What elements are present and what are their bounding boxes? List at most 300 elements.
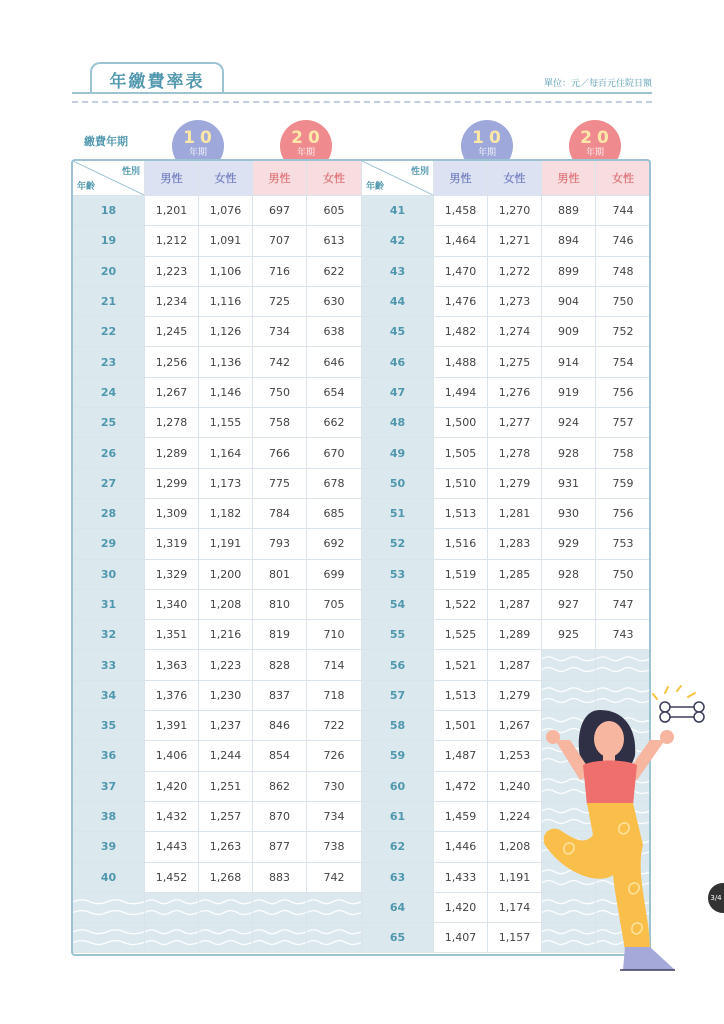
age-cell: 32 <box>73 620 145 650</box>
wave-fill-cell <box>542 650 596 680</box>
rate-cell: 1,182 <box>199 498 253 528</box>
badge-label: 年期 <box>296 148 315 158</box>
table-row <box>362 408 651 438</box>
age-cell: 18 <box>73 196 145 226</box>
rate-cell: 837 <box>253 680 307 710</box>
badge-number: 10 <box>472 128 506 148</box>
rate-cell: 1,271 <box>488 226 542 256</box>
age-cell: 20 <box>73 256 145 286</box>
rate-cell: 718 <box>307 680 362 710</box>
rate-cell: 1,287 <box>488 589 542 619</box>
rate-cell: 1,281 <box>488 498 542 528</box>
age-cell: 41 <box>362 196 434 226</box>
table-row <box>362 620 651 650</box>
table-row <box>362 196 651 226</box>
age-cell: 56 <box>362 650 434 680</box>
rate-cell: 1,275 <box>488 347 542 377</box>
rate-cell: 1,432 <box>145 801 199 831</box>
rate-cell: 1,146 <box>199 377 253 407</box>
age-cell: 39 <box>73 832 145 862</box>
rate-cell: 1,106 <box>199 256 253 286</box>
rate-cell: 738 <box>307 832 362 862</box>
age-label: 年齡 <box>77 182 96 192</box>
rate-cell: 1,510 <box>434 468 488 498</box>
rate-cell: 692 <box>307 529 362 559</box>
rate-cell: 697 <box>253 196 307 226</box>
table-row <box>73 832 362 862</box>
rate-cell: 1,329 <box>145 559 199 589</box>
rate-cell: 742 <box>307 862 362 892</box>
rate-cell: 909 <box>542 317 596 347</box>
age-cell: 19 <box>73 226 145 256</box>
table-row <box>73 196 362 226</box>
rate-cell: 931 <box>542 468 596 498</box>
rate-cell: 750 <box>596 559 651 589</box>
table-row <box>73 317 362 347</box>
rate-cell: 1,164 <box>199 438 253 468</box>
table-row <box>73 559 362 589</box>
table-row <box>73 923 362 953</box>
rate-cell: 714 <box>307 650 362 680</box>
rate-cell: 1,505 <box>434 438 488 468</box>
rate-cell: 1,513 <box>434 680 488 710</box>
rate-cell: 746 <box>596 226 651 256</box>
age-cell: 59 <box>362 741 434 771</box>
rate-cell: 1,240 <box>488 771 542 801</box>
rate-cell: 759 <box>596 468 651 498</box>
rate-cell: 743 <box>596 620 651 650</box>
rate-cell: 1,487 <box>434 741 488 771</box>
rate-cell: 1,406 <box>145 741 199 771</box>
age-cell: 31 <box>73 589 145 619</box>
age-cell: 44 <box>362 286 434 316</box>
rate-cell: 758 <box>253 408 307 438</box>
wave-fill-cell <box>145 923 199 953</box>
rate-cell: 1,279 <box>488 468 542 498</box>
rate-cell: 1,278 <box>488 438 542 468</box>
rate-cell: 752 <box>596 317 651 347</box>
rate-cell: 699 <box>307 559 362 589</box>
rate-cell: 753 <box>596 529 651 559</box>
rate-cell: 705 <box>307 589 362 619</box>
rate-cell: 854 <box>253 741 307 771</box>
age-cell: 60 <box>362 771 434 801</box>
rate-cell: 1,126 <box>199 317 253 347</box>
age-cell: 30 <box>73 559 145 589</box>
age-cell: 25 <box>73 408 145 438</box>
rate-cell: 1,516 <box>434 529 488 559</box>
header-corner <box>362 161 434 196</box>
wave-fill-cell <box>73 923 145 953</box>
rate-cell: 1,268 <box>199 862 253 892</box>
pay-period-label: 繳費年期 <box>84 135 128 148</box>
rate-cell: 924 <box>542 408 596 438</box>
age-cell: 54 <box>362 589 434 619</box>
rate-cell: 928 <box>542 559 596 589</box>
age-cell: 51 <box>362 498 434 528</box>
table-row <box>362 559 651 589</box>
rate-cell: 1,076 <box>199 196 253 226</box>
col-male-10: 男性 <box>145 161 199 196</box>
rate-cell: 784 <box>253 498 307 528</box>
age-label: 年齡 <box>366 182 385 192</box>
rate-cell: 1,244 <box>199 741 253 771</box>
rate-cell: 1,253 <box>488 741 542 771</box>
rate-cell: 870 <box>253 801 307 831</box>
age-cell: 62 <box>362 832 434 862</box>
rate-cell: 1,494 <box>434 377 488 407</box>
gender-label: 性別 <box>410 167 429 177</box>
col-female-10: 女性 <box>199 161 253 196</box>
table-row <box>73 377 362 407</box>
rate-cell: 1,522 <box>434 589 488 619</box>
table-row <box>73 801 362 831</box>
rate-cell: 928 <box>542 438 596 468</box>
age-cell: 28 <box>73 498 145 528</box>
age-cell: 50 <box>362 468 434 498</box>
age-cell: 22 <box>73 317 145 347</box>
wave-fill-cell <box>199 923 253 953</box>
table-row <box>73 408 362 438</box>
rate-cell: 754 <box>596 347 651 377</box>
col-female-20: 女性 <box>307 161 362 196</box>
rate-cell: 819 <box>253 620 307 650</box>
wave-fill-cell <box>596 650 651 680</box>
rate-cell: 685 <box>307 498 362 528</box>
rate-cell: 883 <box>253 862 307 892</box>
rate-cell: 1,234 <box>145 286 199 316</box>
rate-cell: 1,376 <box>145 680 199 710</box>
rate-cell: 1,309 <box>145 498 199 528</box>
wave-fill-cell <box>253 923 307 953</box>
rate-cell: 894 <box>542 226 596 256</box>
table-row <box>73 438 362 468</box>
age-cell: 40 <box>73 862 145 892</box>
rate-cell: 1,521 <box>434 650 488 680</box>
rate-cell: 1,208 <box>199 589 253 619</box>
rate-cell: 1,283 <box>488 529 542 559</box>
rate-cell: 678 <box>307 468 362 498</box>
badge-label: 年期 <box>585 148 604 158</box>
rate-cell: 1,251 <box>199 771 253 801</box>
age-cell: 23 <box>73 347 145 377</box>
rate-cell: 877 <box>253 832 307 862</box>
rate-cell: 1,443 <box>145 832 199 862</box>
age-cell: 26 <box>73 438 145 468</box>
rate-cell: 899 <box>542 256 596 286</box>
age-cell: 42 <box>362 226 434 256</box>
unit-note: 單位：元／每百元住院日額 <box>543 79 652 89</box>
rate-cell: 1,245 <box>145 317 199 347</box>
rate-cell: 1,287 <box>488 650 542 680</box>
rate-cell: 716 <box>253 256 307 286</box>
table-row <box>73 468 362 498</box>
table-row <box>362 317 651 347</box>
rate-cell: 1,289 <box>145 438 199 468</box>
header-corner <box>73 161 145 196</box>
rate-cell: 1,459 <box>434 801 488 831</box>
age-cell: 35 <box>73 711 145 741</box>
rate-cell: 1,224 <box>488 801 542 831</box>
age-cell: 36 <box>73 741 145 771</box>
rate-cell: 638 <box>307 317 362 347</box>
wave-fill-cell <box>145 892 199 922</box>
rate-cell: 1,482 <box>434 317 488 347</box>
table-row <box>73 529 362 559</box>
table-row <box>73 892 362 922</box>
rate-cell: 1,230 <box>199 680 253 710</box>
table-row <box>73 711 362 741</box>
rate-cell: 1,500 <box>434 408 488 438</box>
wave-fill-cell <box>253 892 307 922</box>
table-row <box>362 589 651 619</box>
age-cell: 38 <box>73 801 145 831</box>
rate-cell: 1,407 <box>434 923 488 953</box>
rate-cell: 605 <box>307 196 362 226</box>
badge-number: 20 <box>291 128 325 148</box>
badge-label: 年期 <box>477 148 496 158</box>
rate-cell: 1,289 <box>488 620 542 650</box>
rate-cell: 1,136 <box>199 347 253 377</box>
rate-cell: 1,433 <box>434 862 488 892</box>
table-row <box>362 256 651 286</box>
rate-cell: 1,173 <box>199 468 253 498</box>
rate-cell: 1,216 <box>199 620 253 650</box>
rate-cell: 927 <box>542 589 596 619</box>
table-row <box>362 438 651 468</box>
rate-cell: 1,464 <box>434 226 488 256</box>
rate-cell: 1,513 <box>434 498 488 528</box>
rate-cell: 750 <box>596 286 651 316</box>
table-row <box>362 650 651 680</box>
rate-cell: 734 <box>307 801 362 831</box>
rate-cell: 930 <box>542 498 596 528</box>
table-row <box>73 589 362 619</box>
rate-cell: 1,223 <box>199 650 253 680</box>
rate-cell: 904 <box>542 286 596 316</box>
age-cell: 57 <box>362 680 434 710</box>
table-row <box>362 226 651 256</box>
age-cell: 46 <box>362 347 434 377</box>
rate-cell: 1,501 <box>434 711 488 741</box>
rate-cell: 1,488 <box>434 347 488 377</box>
rate-cell: 1,519 <box>434 559 488 589</box>
wave-fill-cell <box>307 923 362 953</box>
rate-cell: 750 <box>253 377 307 407</box>
table-row <box>73 226 362 256</box>
rate-cell: 748 <box>596 256 651 286</box>
age-cell: 64 <box>362 892 434 922</box>
rate-cell: 914 <box>542 347 596 377</box>
col-male-20: 男性 <box>542 161 596 196</box>
table-row <box>362 498 651 528</box>
dashed-divider <box>72 101 652 103</box>
rate-cell: 1,277 <box>488 408 542 438</box>
age-cell: 21 <box>73 286 145 316</box>
age-cell: 61 <box>362 801 434 831</box>
rate-cell: 1,174 <box>488 892 542 922</box>
rate-cell: 747 <box>596 589 651 619</box>
rate-cell: 1,116 <box>199 286 253 316</box>
rate-cell: 1,191 <box>488 862 542 892</box>
rate-cell: 919 <box>542 377 596 407</box>
rate-cell: 1,452 <box>145 862 199 892</box>
table-row <box>73 680 362 710</box>
rate-cell: 707 <box>253 226 307 256</box>
rate-cell: 1,319 <box>145 529 199 559</box>
age-cell: 27 <box>73 468 145 498</box>
badge-number: 20 <box>580 128 614 148</box>
rate-cell: 1,091 <box>199 226 253 256</box>
age-cell: 65 <box>362 923 434 953</box>
rate-cell: 1,279 <box>488 680 542 710</box>
table-row <box>73 741 362 771</box>
age-cell: 34 <box>73 680 145 710</box>
rate-cell: 1,446 <box>434 832 488 862</box>
table-row <box>73 862 362 892</box>
rate-cell: 757 <box>596 408 651 438</box>
table-row <box>362 286 651 316</box>
age-cell: 45 <box>362 317 434 347</box>
age-cell: 53 <box>362 559 434 589</box>
rate-cell: 1,208 <box>488 832 542 862</box>
rate-cell: 744 <box>596 196 651 226</box>
rate-cell: 1,237 <box>199 711 253 741</box>
age-cell: 47 <box>362 377 434 407</box>
rate-cell: 1,256 <box>145 347 199 377</box>
rate-cell: 766 <box>253 438 307 468</box>
age-cell: 55 <box>362 620 434 650</box>
col-female-10: 女性 <box>488 161 542 196</box>
rate-cell: 1,200 <box>199 559 253 589</box>
rate-cell: 1,420 <box>145 771 199 801</box>
rate-cell: 1,351 <box>145 620 199 650</box>
table-row <box>362 377 651 407</box>
yoga-woman-illustration <box>525 685 715 985</box>
rate-cell: 725 <box>253 286 307 316</box>
rate-cell: 1,274 <box>488 317 542 347</box>
age-cell: 49 <box>362 438 434 468</box>
rate-cell: 1,273 <box>488 286 542 316</box>
rate-cell: 654 <box>307 377 362 407</box>
table-row <box>362 468 651 498</box>
rate-cell: 889 <box>542 196 596 226</box>
title-tab <box>90 62 224 94</box>
age-cell: 37 <box>73 771 145 801</box>
rate-cell: 662 <box>307 408 362 438</box>
rate-cell: 1,155 <box>199 408 253 438</box>
table-row <box>73 286 362 316</box>
title-underline <box>72 92 652 94</box>
rate-cell: 929 <box>542 529 596 559</box>
col-male-10: 男性 <box>434 161 488 196</box>
rate-cell: 613 <box>307 226 362 256</box>
rate-cell: 793 <box>253 529 307 559</box>
rate-cell: 742 <box>253 347 307 377</box>
rate-cell: 622 <box>307 256 362 286</box>
rate-cell: 1,278 <box>145 408 199 438</box>
wave-fill-cell <box>73 892 145 922</box>
table-row <box>362 347 651 377</box>
rate-cell: 1,191 <box>199 529 253 559</box>
age-cell: 24 <box>73 377 145 407</box>
rate-cell: 1,299 <box>145 468 199 498</box>
rate-cell: 846 <box>253 711 307 741</box>
rate-table-left <box>72 160 362 953</box>
rate-cell: 1,285 <box>488 559 542 589</box>
col-female-20: 女性 <box>596 161 651 196</box>
age-cell: 33 <box>73 650 145 680</box>
rate-cell: 1,157 <box>488 923 542 953</box>
rate-cell: 1,257 <box>199 801 253 831</box>
rate-cell: 1,223 <box>145 256 199 286</box>
age-cell: 58 <box>362 711 434 741</box>
rate-cell: 925 <box>542 620 596 650</box>
table-row <box>73 771 362 801</box>
age-cell: 63 <box>362 862 434 892</box>
page-title: 年繳費率表 <box>109 71 205 92</box>
age-cell: 29 <box>73 529 145 559</box>
badge-label: 年期 <box>188 148 207 158</box>
rate-cell: 670 <box>307 438 362 468</box>
rate-cell: 630 <box>307 286 362 316</box>
table-row <box>73 620 362 650</box>
rate-cell: 1,472 <box>434 771 488 801</box>
rate-cell: 1,267 <box>145 377 199 407</box>
rate-cell: 730 <box>307 771 362 801</box>
rate-cell: 828 <box>253 650 307 680</box>
rate-cell: 722 <box>307 711 362 741</box>
rate-cell: 1,276 <box>488 377 542 407</box>
wave-fill-cell <box>199 892 253 922</box>
rate-cell: 1,340 <box>145 589 199 619</box>
rate-cell: 726 <box>307 741 362 771</box>
page-indicator-tab: 3/4 <box>708 883 724 913</box>
rate-cell: 1,267 <box>488 711 542 741</box>
table-row <box>73 256 362 286</box>
rate-cell: 862 <box>253 771 307 801</box>
table-row <box>73 347 362 377</box>
col-male-20: 男性 <box>253 161 307 196</box>
gender-label: 性別 <box>121 167 140 177</box>
table-row <box>73 650 362 680</box>
rate-cell: 801 <box>253 559 307 589</box>
rate-cell: 758 <box>596 438 651 468</box>
rate-cell: 810 <box>253 589 307 619</box>
rate-cell: 1,391 <box>145 711 199 741</box>
rate-cell: 1,363 <box>145 650 199 680</box>
rate-cell: 1,272 <box>488 256 542 286</box>
rate-cell: 734 <box>253 317 307 347</box>
rate-cell: 775 <box>253 468 307 498</box>
age-cell: 52 <box>362 529 434 559</box>
wave-fill-cell <box>307 892 362 922</box>
rate-cell: 756 <box>596 498 651 528</box>
rate-cell: 756 <box>596 377 651 407</box>
rate-cell: 1,201 <box>145 196 199 226</box>
age-cell: 43 <box>362 256 434 286</box>
rate-cell: 1,263 <box>199 832 253 862</box>
rate-cell: 710 <box>307 620 362 650</box>
rate-cell: 1,458 <box>434 196 488 226</box>
badge-number: 10 <box>183 128 217 148</box>
table-row <box>73 498 362 528</box>
age-cell: 48 <box>362 408 434 438</box>
rate-cell: 1,476 <box>434 286 488 316</box>
rate-cell: 1,470 <box>434 256 488 286</box>
rate-cell: 646 <box>307 347 362 377</box>
rate-cell: 1,525 <box>434 620 488 650</box>
